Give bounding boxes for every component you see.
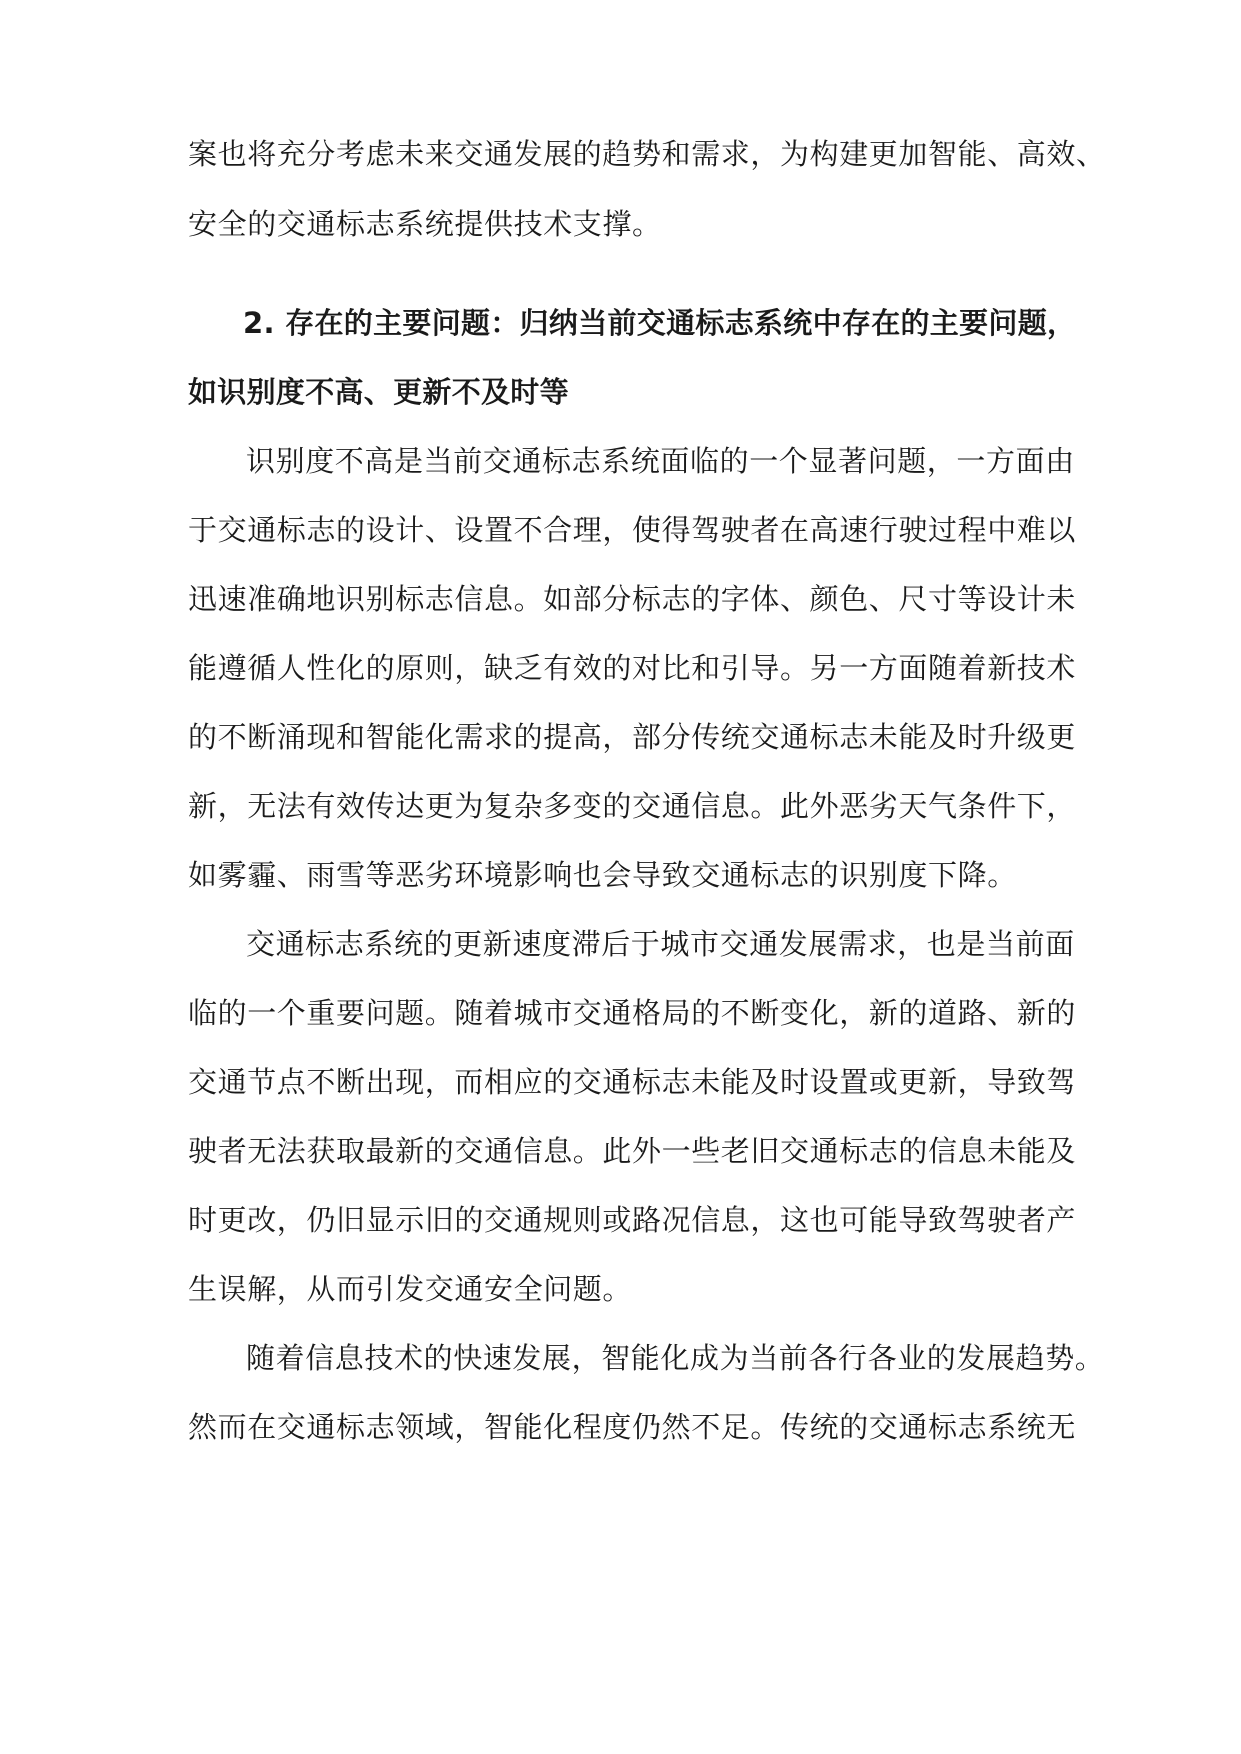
paragraph-line: 交通节点不断出现，而相应的交通标志未能及时设置或更新，导致驾	[188, 1065, 1077, 1099]
section-heading: 2. 存在的主要问题：归纳当前交通标志系统中存在的主要问题，	[243, 306, 1077, 340]
paragraph-line: 识别度不高是当前交通标志系统面临的一个显著问题，一方面由	[246, 444, 1075, 478]
paragraph-line: 于交通标志的设计、设置不合理，使得驾驶者在高速行驶过程中难以	[188, 513, 1077, 547]
paragraph-line: 临的一个重要问题。随着城市交通格局的不断变化，新的道路、新的	[188, 996, 1077, 1030]
paragraph-line: 如雾霾、雨雪等恶劣环境影响也会导致交通标志的识别度下降。	[188, 858, 1017, 892]
paragraph-line: 驶者无法获取最新的交通信息。此外一些老旧交通标志的信息未能及	[188, 1134, 1077, 1168]
paragraph-line: 然而在交通标志领域，智能化程度仍然不足。传统的交通标志系统无	[188, 1410, 1077, 1444]
paragraph-line: 随着信息技术的快速发展，智能化成为当前各行各业的发展趋势。	[246, 1341, 1105, 1375]
paragraph-line: 新，无法有效传达更为复杂多变的交通信息。此外恶劣天气条件下，	[188, 789, 1077, 823]
paragraph-line: 生误解，从而引发交通安全问题。	[188, 1272, 633, 1306]
paragraph-line: 能遵循人性化的原则，缺乏有效的对比和引导。另一方面随着新技术	[188, 651, 1077, 685]
paragraph-line: 案也将充分考虑未来交通发展的趋势和需求，为构建更加智能、高效、	[188, 137, 1106, 171]
paragraph-line: 安全的交通标志系统提供技术支撑。	[188, 207, 662, 241]
paragraph-line: 交通标志系统的更新速度滞后于城市交通发展需求，也是当前面	[246, 927, 1075, 961]
paragraph-line: 的不断涌现和智能化需求的提高，部分传统交通标志未能及时升级更	[188, 720, 1077, 754]
paragraph-line: 时更改，仍旧显示旧的交通规则或路况信息，这也可能导致驾驶者产	[188, 1203, 1077, 1237]
section-heading: 如识别度不高、更新不及时等	[188, 375, 569, 409]
paragraph-line: 迅速准确地识别标志信息。如部分标志的字体、颜色、尺寸等设计未	[188, 582, 1077, 616]
